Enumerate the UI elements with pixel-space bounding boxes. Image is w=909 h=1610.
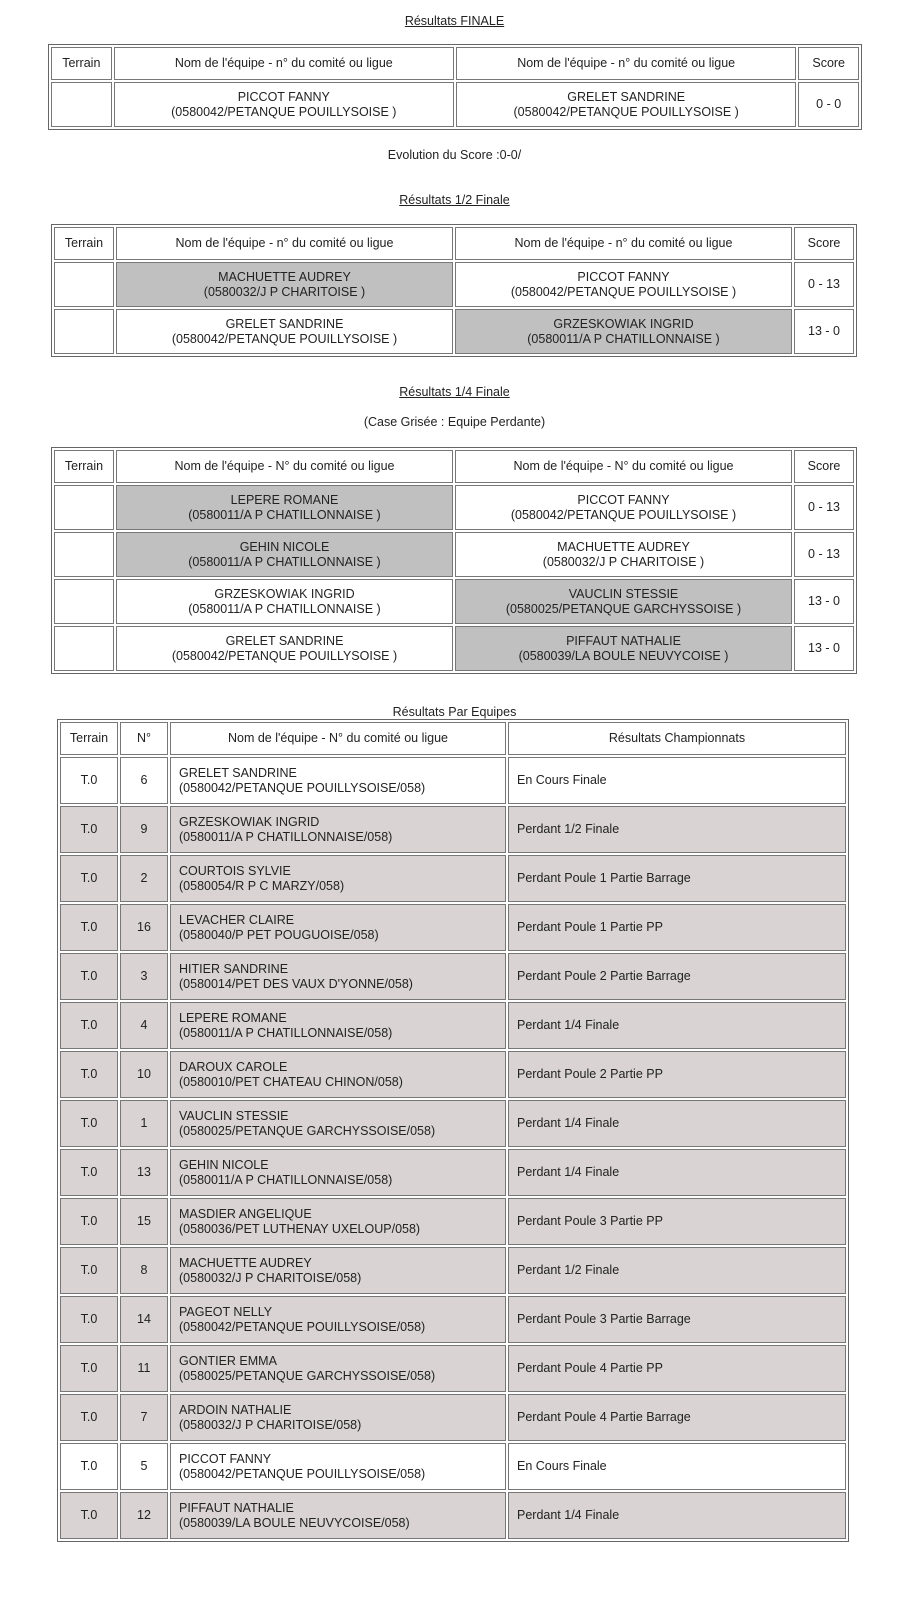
result-cell: Perdant Poule 2 Partie Barrage: [508, 953, 846, 1000]
team-name: MACHUETTE AUDREY: [557, 539, 690, 554]
equipes-header-row: [60, 722, 846, 755]
team-number-cell: 6: [120, 757, 168, 804]
team-number-cell: 5: [120, 1443, 168, 1490]
match-row: [54, 262, 854, 307]
team-name: VAUCLIN STESSIE: [568, 586, 679, 601]
team-cell: [170, 1443, 506, 1490]
header-score: Score: [798, 47, 859, 80]
result-cell: Perdant Poule 4 Partie PP: [508, 1345, 846, 1392]
team-name: VAUCLIN STESSIE: [179, 1108, 289, 1123]
team2-cell: [455, 532, 792, 577]
team-name: GRELET SANDRINE: [567, 89, 686, 104]
team-name: GRELET SANDRINE: [225, 316, 344, 331]
team-cell: [170, 855, 506, 902]
team-name: GRZESKOWIAK INGRID: [214, 586, 355, 601]
header-team2: Nom de l'équipe - n° du comité ou ligue: [455, 227, 792, 260]
team-row: [60, 1149, 846, 1196]
result-cell: Perdant Poule 4 Partie Barrage: [508, 1394, 846, 1441]
result-cell: Perdant Poule 1 Partie Barrage: [508, 855, 846, 902]
team2-cell: [455, 485, 792, 530]
header-team2: Nom de l'équipe - N° du comité ou ligue: [455, 450, 792, 483]
team-club: (0580011/A P CHATILLONNAISE/058): [179, 1025, 393, 1040]
finale-table: [48, 44, 862, 130]
team-cell: [170, 1492, 506, 1539]
terrain-cell: T.0: [60, 1051, 118, 1098]
team-club: (0580042/PETANQUE POUILLYSOISE ): [513, 104, 739, 119]
team-row: [60, 855, 846, 902]
team1-cell: [116, 626, 453, 671]
terrain-cell: T.0: [60, 1149, 118, 1196]
team-cell: [170, 904, 506, 951]
team-name: LEVACHER CLAIRE: [179, 912, 295, 927]
team-row: [60, 1002, 846, 1049]
team-number-cell: 11: [120, 1345, 168, 1392]
team-number-cell: 2: [120, 855, 168, 902]
team-club: (0580011/A P CHATILLONNAISE/058): [179, 829, 393, 844]
team-name: MACHUETTE AUDREY: [218, 269, 351, 284]
terrain-cell: T.0: [60, 855, 118, 902]
team-name: MACHUETTE AUDREY: [179, 1255, 312, 1270]
team-number-cell: 4: [120, 1002, 168, 1049]
team1-cell: [116, 309, 453, 354]
match-row: [54, 532, 854, 577]
quart-title: Résultats 1/4 Finale: [399, 385, 510, 399]
team-name: LEPERE ROMANE: [230, 492, 339, 507]
team-cell: [170, 1149, 506, 1196]
terrain-cell: [54, 485, 114, 530]
quart-table: [51, 447, 857, 674]
match-row: [54, 626, 854, 671]
terrain-cell: T.0: [60, 1247, 118, 1294]
team-cell: [170, 1247, 506, 1294]
team-number-cell: 14: [120, 1296, 168, 1343]
team-club: (0580054/R P C MARZY/058): [179, 878, 345, 893]
team-cell: [170, 1198, 506, 1245]
team-club: (0580042/PETANQUE POUILLYSOISE ): [510, 507, 737, 522]
team-club: (0580011/A P CHATILLONNAISE ): [527, 331, 720, 346]
match-row: [54, 309, 854, 354]
quart-header-row: [54, 450, 854, 483]
terrain-cell: T.0: [60, 757, 118, 804]
team-row: [60, 1345, 846, 1392]
team-number-cell: 13: [120, 1149, 168, 1196]
header-team2: Nom de l'équipe - n° du comité ou ligue: [456, 47, 796, 80]
team-club: (0580025/PETANQUE GARCHYSSOISE ): [505, 601, 742, 616]
team-row: [60, 1492, 846, 1539]
team-row: [60, 1443, 846, 1490]
team-cell: [170, 806, 506, 853]
terrain-cell: [54, 579, 114, 624]
team-name: PIFFAUT NATHALIE: [566, 633, 681, 648]
match-row: [54, 579, 854, 624]
result-cell: Perdant 1/4 Finale: [508, 1100, 846, 1147]
team-club: (0580042/PETANQUE POUILLYSOISE ): [171, 104, 397, 119]
terrain-cell: T.0: [60, 806, 118, 853]
team-name: HITIER SANDRINE: [179, 961, 289, 976]
terrain-cell: [54, 532, 114, 577]
team-name: DAROUX CAROLE: [179, 1059, 288, 1074]
terrain-cell: T.0: [60, 1100, 118, 1147]
team-name: GONTIER EMMA: [179, 1353, 277, 1368]
team-name: PICCOT FANNY: [577, 269, 670, 284]
header-terrain: Terrain: [60, 722, 118, 755]
match-row: [54, 485, 854, 530]
team1-cell: [116, 579, 453, 624]
team-cell: [170, 1002, 506, 1049]
team-club: (0580032/J P CHARITOISE/058): [179, 1417, 362, 1432]
terrain-cell: T.0: [60, 1198, 118, 1245]
header-team1: Nom de l'équipe - n° du comité ou ligue: [116, 227, 453, 260]
team-club: (0580032/J P CHARITOISE/058): [179, 1270, 362, 1285]
team-number-cell: 1: [120, 1100, 168, 1147]
result-cell: Perdant Poule 3 Partie PP: [508, 1198, 846, 1245]
team-cell: [170, 1296, 506, 1343]
team-number-cell: 16: [120, 904, 168, 951]
team1-cell-losing: [116, 262, 453, 307]
team-row: [60, 953, 846, 1000]
team-number-cell: 8: [120, 1247, 168, 1294]
header-terrain: Terrain: [54, 450, 114, 483]
team-club: (0580039/LA BOULE NEUVYCOISE ): [518, 648, 729, 663]
team-name: PICCOT FANNY: [577, 492, 670, 507]
score-cell: 13 - 0: [794, 626, 854, 671]
team-name: GRZESKOWIAK INGRID: [179, 814, 320, 829]
team-cell: [170, 1345, 506, 1392]
terrain-cell: T.0: [60, 953, 118, 1000]
header-team1: Nom de l'équipe - n° du comité ou ligue: [114, 47, 454, 80]
match-row: [51, 82, 859, 127]
score-cell: 0 - 0: [798, 82, 859, 127]
team2-cell-losing: [455, 626, 792, 671]
team-club: (0580042/PETANQUE POUILLYSOISE ): [171, 331, 398, 346]
team-row: [60, 1394, 846, 1441]
team-name: GRELET SANDRINE: [225, 633, 344, 648]
terrain-cell: [51, 82, 112, 127]
team-name: PICCOT FANNY: [179, 1451, 272, 1466]
team-name: ARDOIN NATHALIE: [179, 1402, 292, 1417]
team1-cell: [114, 82, 454, 127]
score-cell: 0 - 13: [794, 485, 854, 530]
team-name: GEHIN NICOLE: [239, 539, 330, 554]
team-club: (0580011/A P CHATILLONNAISE ): [188, 601, 381, 616]
team1-cell-losing: [116, 532, 453, 577]
team-number-cell: 10: [120, 1051, 168, 1098]
demi-header-row: [54, 227, 854, 260]
team-row: [60, 806, 846, 853]
result-cell: Perdant 1/4 Finale: [508, 1492, 846, 1539]
terrain-cell: T.0: [60, 904, 118, 951]
team-row: [60, 1198, 846, 1245]
result-cell: En Cours Finale: [508, 1443, 846, 1490]
terrain-cell: [54, 309, 114, 354]
demi-title: Résultats 1/2 Finale: [399, 193, 510, 207]
result-cell: Perdant 1/4 Finale: [508, 1149, 846, 1196]
team2-cell-losing: [455, 579, 792, 624]
team1-cell-losing: [116, 485, 453, 530]
team-number-cell: 9: [120, 806, 168, 853]
team2-cell: [455, 262, 792, 307]
team-club: (0580011/A P CHATILLONNAISE ): [188, 554, 381, 569]
demi-table: [51, 224, 857, 357]
team-row: [60, 1100, 846, 1147]
team-club: (0580042/PETANQUE POUILLYSOISE ): [510, 284, 737, 299]
team-name: PAGEOT NELLY: [179, 1304, 273, 1319]
score-cell: 13 - 0: [794, 579, 854, 624]
team-club: (0580042/PETANQUE POUILLYSOISE ): [171, 648, 398, 663]
team-row: [60, 757, 846, 804]
team-name: COURTOIS SYLVIE: [179, 863, 291, 878]
terrain-cell: T.0: [60, 1002, 118, 1049]
team-club: (0580036/PET LUTHENAY UXELOUP/058): [179, 1221, 421, 1236]
team-row: [60, 1051, 846, 1098]
score-evolution: Evolution du Score :0-0/: [387, 148, 522, 162]
score-cell: 0 - 13: [794, 532, 854, 577]
team-club: (0580025/PETANQUE GARCHYSSOISE/058): [179, 1368, 436, 1383]
team-cell: [170, 757, 506, 804]
team2-cell: [456, 82, 796, 127]
result-cell: En Cours Finale: [508, 757, 846, 804]
team-number-cell: 12: [120, 1492, 168, 1539]
team-cell: [170, 1051, 506, 1098]
team-club: (0580025/PETANQUE GARCHYSSOISE/058): [179, 1123, 436, 1138]
result-cell: Perdant Poule 3 Partie Barrage: [508, 1296, 846, 1343]
team-cell: [170, 1100, 506, 1147]
header-terrain: Terrain: [51, 47, 112, 80]
team-name: GRELET SANDRINE: [179, 765, 297, 780]
score-cell: 0 - 13: [794, 262, 854, 307]
score-cell: 13 - 0: [794, 309, 854, 354]
terrain-cell: [54, 262, 114, 307]
team-club: (0580014/PET DES VAUX D'YONNE/058): [179, 976, 413, 991]
team-name: GEHIN NICOLE: [179, 1157, 269, 1172]
team-name: MASDIER ANGELIQUE: [179, 1206, 312, 1221]
team-number-cell: 3: [120, 953, 168, 1000]
team-name: PICCOT FANNY: [237, 89, 330, 104]
result-cell: Perdant Poule 2 Partie PP: [508, 1051, 846, 1098]
team-club: (0580042/PETANQUE POUILLYSOISE/058): [179, 780, 426, 795]
team-name: GRZESKOWIAK INGRID: [553, 316, 694, 331]
team-name: PIFFAUT NATHALIE: [179, 1500, 294, 1515]
losing-team-note: (Case Grisée : Equipe Perdante): [363, 415, 546, 429]
header-num: N°: [120, 722, 168, 755]
team-number-cell: 15: [120, 1198, 168, 1245]
team-row: [60, 1247, 846, 1294]
result-cell: Perdant 1/4 Finale: [508, 1002, 846, 1049]
terrain-cell: T.0: [60, 1345, 118, 1392]
terrain-cell: T.0: [60, 1394, 118, 1441]
team-name: LEPERE ROMANE: [179, 1010, 287, 1025]
terrain-cell: T.0: [60, 1296, 118, 1343]
team-cell: [170, 953, 506, 1000]
team-club: (0580032/J P CHARITOISE ): [542, 554, 705, 569]
team-club: (0580040/P PET POUGUOISE/058): [179, 927, 379, 942]
team-club: (0580011/A P CHATILLONNAISE ): [188, 507, 381, 522]
team-row: [60, 904, 846, 951]
team-club: (0580010/PET CHATEAU CHINON/058): [179, 1074, 403, 1089]
result-cell: Perdant 1/2 Finale: [508, 1247, 846, 1294]
equipes-table: [57, 719, 849, 1542]
team-club: (0580042/PETANQUE POUILLYSOISE/058): [179, 1319, 426, 1334]
equipes-caption: Résultats Par Equipes: [392, 705, 517, 719]
terrain-cell: T.0: [60, 1492, 118, 1539]
team-club: (0580011/A P CHATILLONNAISE/058): [179, 1172, 393, 1187]
header-score: Score: [794, 227, 854, 260]
terrain-cell: T.0: [60, 1443, 118, 1490]
team-club: (0580032/J P CHARITOISE ): [203, 284, 366, 299]
team-club: (0580039/LA BOULE NEUVYCOISE/058): [179, 1515, 410, 1530]
team-cell: [170, 1394, 506, 1441]
result-cell: Perdant Poule 1 Partie PP: [508, 904, 846, 951]
result-cell: Perdant 1/2 Finale: [508, 806, 846, 853]
team-club: (0580042/PETANQUE POUILLYSOISE/058): [179, 1466, 426, 1481]
finale-title: Résultats FINALE: [404, 14, 505, 28]
header-terrain: Terrain: [54, 227, 114, 260]
terrain-cell: [54, 626, 114, 671]
team-number-cell: 7: [120, 1394, 168, 1441]
header-score: Score: [794, 450, 854, 483]
header-team1: Nom de l'équipe - N° du comité ou ligue: [116, 450, 453, 483]
team2-cell-losing: [455, 309, 792, 354]
header-result: Résultats Championnats: [508, 722, 846, 755]
header-team: Nom de l'équipe - N° du comité ou ligue: [170, 722, 506, 755]
finale-header-row: [51, 47, 859, 80]
team-row: [60, 1296, 846, 1343]
